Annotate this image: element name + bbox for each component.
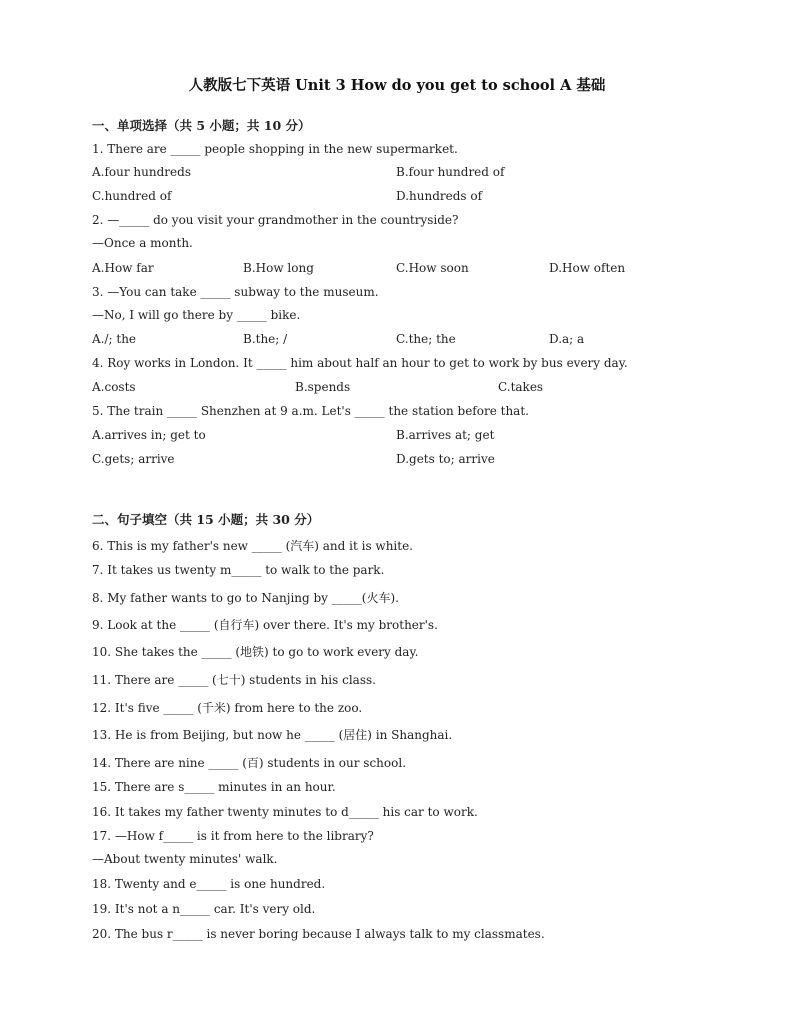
question-2-option-a[interactable]: A.How far (92, 261, 154, 275)
question-2-option-c[interactable]: C.How soon (396, 261, 469, 275)
fill-in-line: 17. —How f_____ is it from here to the library? (92, 829, 374, 843)
question-5-option-a[interactable]: A.arrives in; get to (92, 428, 206, 442)
section-2-heading: 二、句子填空（共 15 小题；共 30 分） (92, 512, 320, 527)
question-4-stem: 4. Roy works in London. It _____ him about half an hour to get to work by bus every day. (92, 356, 628, 370)
question-5-option-c[interactable]: C.gets; arrive (92, 452, 175, 466)
fill-in-line: 11. There are _____ (七十) students in his class. (92, 673, 376, 687)
fill-in-line: 10. She takes the _____ (地铁) to go to work every day. (92, 645, 419, 659)
fill-in-line: 15. There are s_____ minutes in an hour. (92, 780, 336, 794)
fill-in-line: 18. Twenty and e_____ is one hundred. (92, 877, 326, 891)
question-4-option-a[interactable]: A.costs (92, 380, 136, 394)
question-4-option-b[interactable]: B.spends (295, 380, 351, 394)
fill-in-line: 8. My father wants to go to Nanjing by _____(火车). (92, 591, 399, 605)
fill-in-line: 7. It takes us twenty m_____ to walk to the park. (92, 563, 385, 577)
fill-in-answer-line: —About twenty minutes' walk. (92, 852, 278, 866)
question-3-option-a[interactable]: A./; the (92, 332, 137, 346)
fill-in-line: 13. He is from Beijing, but now he _____ (居住) in Shanghai. (92, 728, 453, 742)
question-1-option-d[interactable]: D.hundreds of (396, 189, 483, 203)
section-1-heading: 一、单项选择（共 5 小题；共 10 分） (92, 118, 311, 133)
question-2-option-b[interactable]: B.How long (243, 261, 314, 275)
fill-in-line: 12. It's five _____ (千米) from here to the zoo. (92, 701, 363, 715)
question-1-stem: 1. There are _____ people shopping in the new supermarket. (92, 142, 458, 156)
question-2-stem: 2. —_____ do you visit your grandmother in the countryside? (92, 213, 459, 227)
fill-in-line: 19. It's not a n_____ car. It's very old. (92, 902, 316, 916)
question-3-option-b[interactable]: B.the; / (243, 332, 288, 346)
question-5-option-d[interactable]: D.gets to; arrive (396, 452, 495, 466)
question-5-option-b[interactable]: B.arrives at; get (396, 428, 495, 442)
question-3-stem: 3. —You can take _____ subway to the museum. (92, 285, 379, 299)
question-1-option-a[interactable]: A.four hundreds (92, 165, 191, 179)
question-2-answer-line: —Once a month. (92, 236, 193, 250)
question-1-option-c[interactable]: C.hundred of (92, 189, 172, 203)
question-3-answer-line: —No, I will go there by _____ bike. (92, 308, 301, 322)
document-title: 人教版七下英语 Unit 3 How do you get to school A 基础 (188, 77, 606, 94)
question-3-option-d[interactable]: D.a; a (549, 332, 585, 346)
fill-in-line: 14. There are nine _____ (百) students in our school. (92, 756, 407, 770)
question-3-option-c[interactable]: C.the; the (396, 332, 456, 346)
fill-in-line: 9. Look at the _____ (自行车) over there. It's my brother's. (92, 618, 438, 632)
question-1-option-b[interactable]: B.four hundred of (396, 165, 505, 179)
fill-in-line: 6. This is my father's new _____ (汽车) and it is white. (92, 539, 413, 553)
question-5-stem: 5. The train _____ Shenzhen at 9 a.m. Let's _____ the station before that. (92, 404, 529, 418)
question-4-option-c[interactable]: C.takes (498, 380, 544, 394)
fill-in-line: 16. It takes my father twenty minutes to d_____ his car to work. (92, 805, 478, 819)
fill-in-line: 20. The bus r_____ is never boring because I always talk to my classmates. (92, 927, 545, 941)
question-2-option-d[interactable]: D.How often (549, 261, 626, 275)
